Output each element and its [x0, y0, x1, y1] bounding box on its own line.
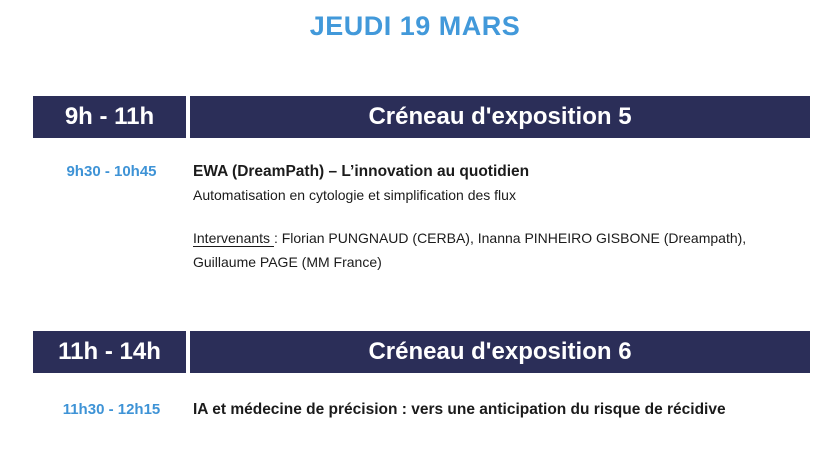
slot-heading-1: Créneau d'exposition 5 — [190, 96, 810, 138]
session-row-2 — [33, 400, 795, 419]
speakers-list: Florian PUNGNAUD (CERBA), Inanna PINHEIRO GISBONE (Dreampath), Guillaume PAGE (MM France) — [193, 230, 747, 270]
session-body-2 — [193, 400, 795, 419]
speakers-label: Intervenants — [193, 230, 274, 246]
session-subtitle-1: Automatisation en cytologie et simplification des flux — [193, 187, 516, 203]
slot-time-range-1: 9h - 11h — [33, 96, 186, 138]
session-row-1 — [33, 162, 795, 274]
page-title: JEUDI 19 MARS — [309, 11, 521, 41]
slot-time-range-2: 11h - 14h — [33, 331, 186, 373]
session-time-2: 11h30 - 12h15 — [62, 401, 161, 418]
session-speakers-1 — [193, 226, 795, 274]
slot-header-bar-2 — [33, 331, 810, 373]
session-body-1 — [193, 162, 795, 274]
session-title-2: IA et médecine de précision : vers une anticipation du risque de récidive — [193, 401, 726, 418]
speakers-separator: : — [273, 230, 282, 246]
slot-header-bar-1 — [33, 96, 810, 138]
session-time-1: 9h30 - 10h45 — [66, 163, 157, 180]
slot-heading-2: Créneau d'exposition 6 — [190, 331, 810, 373]
session-title-1: EWA (DreamPath) – L’innovation au quotidien — [193, 163, 530, 180]
